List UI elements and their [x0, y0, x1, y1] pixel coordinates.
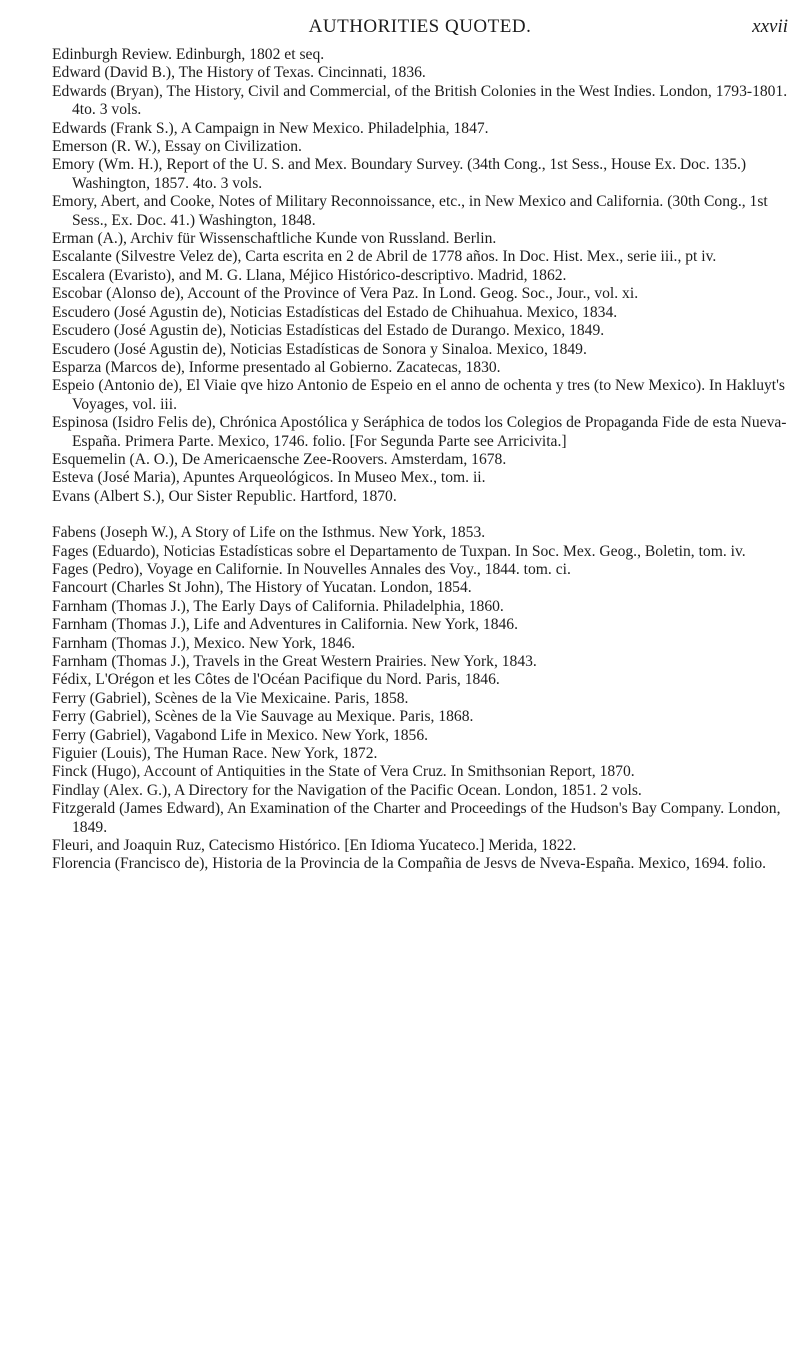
bibliography-entry: Escudero (José Agustin de), Noticias Estadísticas del Estado de Durango. Mexico, 1849.: [52, 322, 605, 340]
bibliography-entry: Escalante (Silvestre Velez de), Carta escrita en 2 de Abril de 1778 años. In Doc. Hist. Mex., serie iii., pt iv.: [52, 248, 717, 266]
bibliography-entry: Emerson (R. W.), Essay on Civilization.: [52, 138, 302, 156]
bibliography-entry: Escudero (José Agustin de), Noticias Estadísticas de Sonora y Sinaloa. Mexico, 1849.: [52, 340, 587, 358]
bibliography-entry: Edwards (Bryan), The History, Civil and Commercial, of the British Colonies in the West Indies. London, 1793-1801. 4to. 3 vols.: [52, 82, 788, 119]
bibliography-entry: Farnham (Thomas J.), Life and Adventures in California. New York, 1846.: [52, 616, 518, 634]
bibliography-entry: Edwards (Frank S.), A Campaign in New Mexico. Philadelphia, 1847.: [52, 119, 489, 137]
bibliography-entry: Esteva (José Maria), Apuntes Arqueológicos. In Museo Mex., tom. ii.: [52, 469, 486, 487]
bibliography-entry: Florencia (Francisco de), Historia de la Provincia de la Compañia de Jesvs de Nveva-España. Mexico, 1694. folio.: [52, 855, 767, 873]
running-title: AUTHORITIES QUOTED.: [308, 16, 532, 37]
bibliography-entry: Finck (Hugo), Account of Antiquities in the State of Vera Cruz. In Smithsonian Report, 1870.: [52, 763, 635, 781]
bibliography-entry: Farnham (Thomas J.), The Early Days of California. Philadelphia, 1860.: [52, 597, 504, 615]
bibliography-entry: Edinburgh Review. Edinburgh, 1802 et seq.: [52, 46, 325, 63]
page-header: [52, 14, 788, 44]
bibliography-entry: Ferry (Gabriel), Vagabond Life in Mexico. New York, 1856.: [52, 726, 429, 744]
bibliography-entry: Escudero (José Agustin de), Noticias Estadísticas del Estado de Chihuahua. Mexico, 1834.: [52, 303, 618, 321]
bibliography-entry: Ferry (Gabriel), Scènes de la Vie Mexicaine. Paris, 1858.: [52, 689, 409, 707]
bibliography-entry: Farnham (Thomas J.), Mexico. New York, 1846.: [52, 634, 356, 652]
bibliography-entry: Escalera (Evaristo), and M. G. Llana, Méjico Histórico-descriptivo. Madrid, 1862.: [52, 266, 567, 284]
bibliography-entry: Fitzgerald (James Edward), An Examination of the Charter and Proceedings of the Hudson's Bay Company. London, 1849.: [52, 800, 781, 836]
bibliography-entry: Espeio (Antonio de), El Viaie qve hizo Antonio de Espeio en el anno de ochenta y tres (to New Mexico). In Hakluyt's Voyages, vol. iii.: [52, 377, 786, 413]
section-gap: [52, 506, 788, 524]
bibliography-entry: Fabens (Joseph W.), A Story of Life on the Isthmus. New York, 1853.: [52, 524, 486, 542]
bibliography-entry: Ferry (Gabriel), Scènes de la Vie Sauvage au Mexique. Paris, 1868.: [52, 708, 474, 726]
bibliography-entry: Findlay (Alex. G.), A Directory for the Navigation of the Pacific Ocean. London, 1851. 2 vols.: [52, 781, 642, 799]
page-number: xxvii: [752, 16, 788, 37]
bibliography-entry: Fleuri, and Joaquin Ruz, Catecismo Histórico. [En Idioma Yucateco.] Merida, 1822.: [52, 837, 577, 855]
entry-group-f: [52, 524, 788, 874]
bibliography-entry: Fancourt (Charles St John), The History of Yucatan. London, 1854.: [52, 579, 472, 597]
bibliography-entry: Evans (Albert S.), Our Sister Republic. Hartford, 1870.: [52, 487, 397, 505]
bibliography-entry: Esparza (Marcos de), Informe presentado al Gobierno. Zacatecas, 1830.: [52, 358, 501, 376]
bibliography-entry: Figuier (Louis), The Human Race. New York, 1872.: [52, 745, 378, 763]
bibliography-entry: Fages (Pedro), Voyage en Californie. In Nouvelles Annales des Voy., 1844. tom. ci.: [52, 560, 571, 578]
bibliography-entry: Fages (Eduardo), Noticias Estadísticas sobre el Departamento de Tuxpan. In Soc. Mex. Geog., Boletin, tom. iv.: [52, 542, 746, 560]
bibliography-entry: Fédix, L'Orégon et les Côtes de l'Océan Pacifique du Nord. Paris, 1846.: [52, 671, 500, 689]
bibliography-entry: Farnham (Thomas J.), Travels in the Great Western Prairies. New York, 1843.: [52, 653, 537, 670]
bibliography-entry: Edward (David B.), The History of Texas. Cincinnati, 1836.: [52, 64, 426, 82]
bibliography-entry: Escobar (Alonso de), Account of the Province of Vera Paz. In Lond. Geog. Soc., Jour., vol. xi.: [52, 285, 639, 303]
entry-group-e: [52, 46, 788, 506]
bibliography-entry: Erman (A.), Archiv für Wissenschaftliche Kunde von Russland. Berlin.: [52, 230, 497, 248]
bibliography-entry: Esquemelin (A. O.), De Americaensche Zee-Roovers. Amsterdam, 1678.: [52, 450, 507, 468]
bibliography-entry: Emory (Wm. H.), Report of the U. S. and Mex. Boundary Survey. (34th Cong., 1st Sess., House Ex. Doc. 135.) Washington, 1857. 4to. 3 vols.: [52, 156, 747, 192]
bibliography-list: [52, 46, 788, 874]
bibliography-entry: Emory, Abert, and Cooke, Notes of Military Reconnoissance, etc., in New Mexico and California. (30th Cong., 1st Sess., Ex. Doc. 41.) Washington, 1848.: [52, 193, 768, 229]
bibliography-entry: Espinosa (Isidro Felis de), Chrónica Apostólica y Seráphica de todos los Colegios de Propaganda Fide de esta Nueva-España. Primera Parte. Mexico, 1746. folio. [For Segunda Parte see Arricivita.]: [52, 414, 787, 450]
